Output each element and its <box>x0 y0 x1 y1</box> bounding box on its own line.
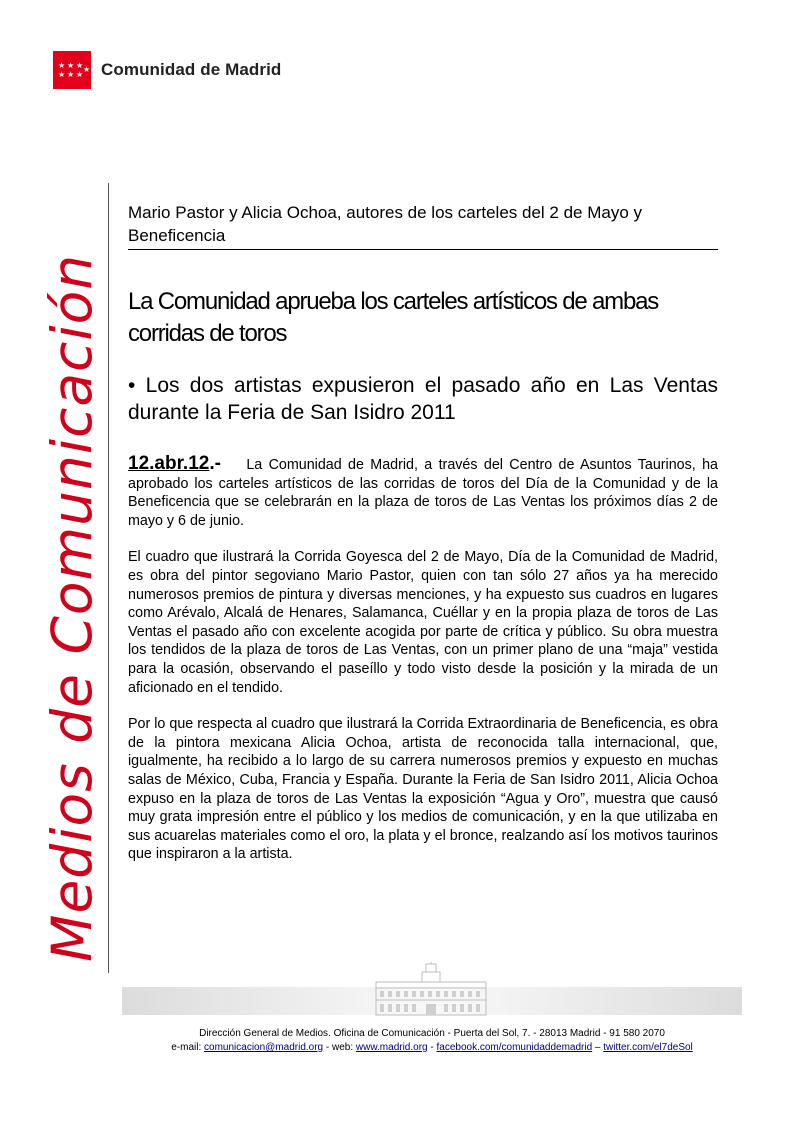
separator-2: – <box>592 1042 604 1053</box>
footer-links <box>122 1041 742 1055</box>
paragraph-1 <box>128 455 718 530</box>
facebook-link[interactable]: facebook.com/comunidaddemadrid <box>436 1042 593 1053</box>
org-name: Comunidad de Madrid <box>101 60 282 79</box>
paragraph-3: Por lo que respecta al cuadro que ilustrará la Corrida Extraordinaria de Beneficencia, es obra de la pintora mexicana Alicia Ochoa, artista de reconocida talla internacional, que, igualmente, ha recibido a lo largo de su carrera numerosos premios y expuesto en muchas salas de México, Cuba, Francia y España. Durante la Feria de San Isidro 2011, Alicia Ochoa expuso en la plaza de toros de Las Ventas la exposición “Agua y Oro”, muestra que causó muy grata impresión entre el público y los medios de comunicación, y en la que utilizaba en sus acuarelas materiales como el oro, la plata y el bronce, realzando así los motivos taurinos que inspiraron a la artista. <box>128 716 718 863</box>
email-label: e-mail: <box>171 1042 202 1053</box>
paragraph-1-text: La Comunidad de Madrid, a través del Centro de Asuntos Taurinos, ha aprobado los carteles artísticos de las corridas de toros del Día de la Comunidad y de la Beneficencia que se celebrarán en la plaza de toros de Las Ventas los próximos días 2 de mayo y 6 de junio. <box>128 457 718 529</box>
bullet-point <box>128 372 718 426</box>
web-label: - web: <box>325 1042 354 1053</box>
madrid-flag-icon: ★ ★ ★ ★ ★ ★ ★ <box>53 51 91 89</box>
bullet-icon: • <box>128 374 146 397</box>
twitter-link[interactable]: twitter.com/el7deSol <box>603 1042 693 1053</box>
footer <box>122 1027 742 1055</box>
vertical-divider <box>108 183 109 973</box>
building-icon <box>372 962 490 1016</box>
paragraph-2: El cuadro que ilustrará la Corrida Goyesca del 2 de Mayo, Día de la Comunidad de Madrid, es obra del pintor segoviano Mario Pastor, quien con tan sólo 27 años ya ha merecido numerosos premios de pintura y diversas menciones, y ha expuesto sus cuadros en lugares como Arévalo, Alcalá de Henares, Salamanca, Cuéllar y en la propia plaza de toros de Las Ventas el pasado año con excelente acogida por parte de crítica y público. Su obra muestra los tendidos de la plaza de toros de Las Ventas, con un primer plano de una “maja” vestida para la ocasión, observando el paseíllo y todo visto desde la posición y la mirada de un aficionado en el tendido. <box>128 549 718 696</box>
bullet-text: Los dos artistas expusieron el pasado año en Las Ventas durante la Feria de San Isidro 2011 <box>128 374 718 424</box>
article-body <box>128 455 718 882</box>
headline: La Comunidad aprueba los carteles artísticos de ambas corridas de toros <box>128 288 659 347</box>
side-title: Medios de Comunicación <box>40 253 104 962</box>
logo <box>53 51 281 89</box>
footer-address: Dirección General de Medios. Oficina de Comunicación - Puerta del Sol, 7. - 28013 Madrid - 91 580 2070 <box>199 1028 665 1039</box>
email-link[interactable]: comunicacion@madrid.org <box>204 1042 324 1053</box>
dateline <box>128 453 221 474</box>
dateline-suffix: .- <box>209 453 221 474</box>
separator-1: - <box>427 1042 437 1053</box>
web-link[interactable]: www.madrid.org <box>355 1042 428 1053</box>
kicker: Mario Pastor y Alicia Ochoa, autores de los carteles del 2 de Mayo y Beneficencia <box>128 201 718 250</box>
dateline-date: 12.abr.12 <box>128 453 210 474</box>
